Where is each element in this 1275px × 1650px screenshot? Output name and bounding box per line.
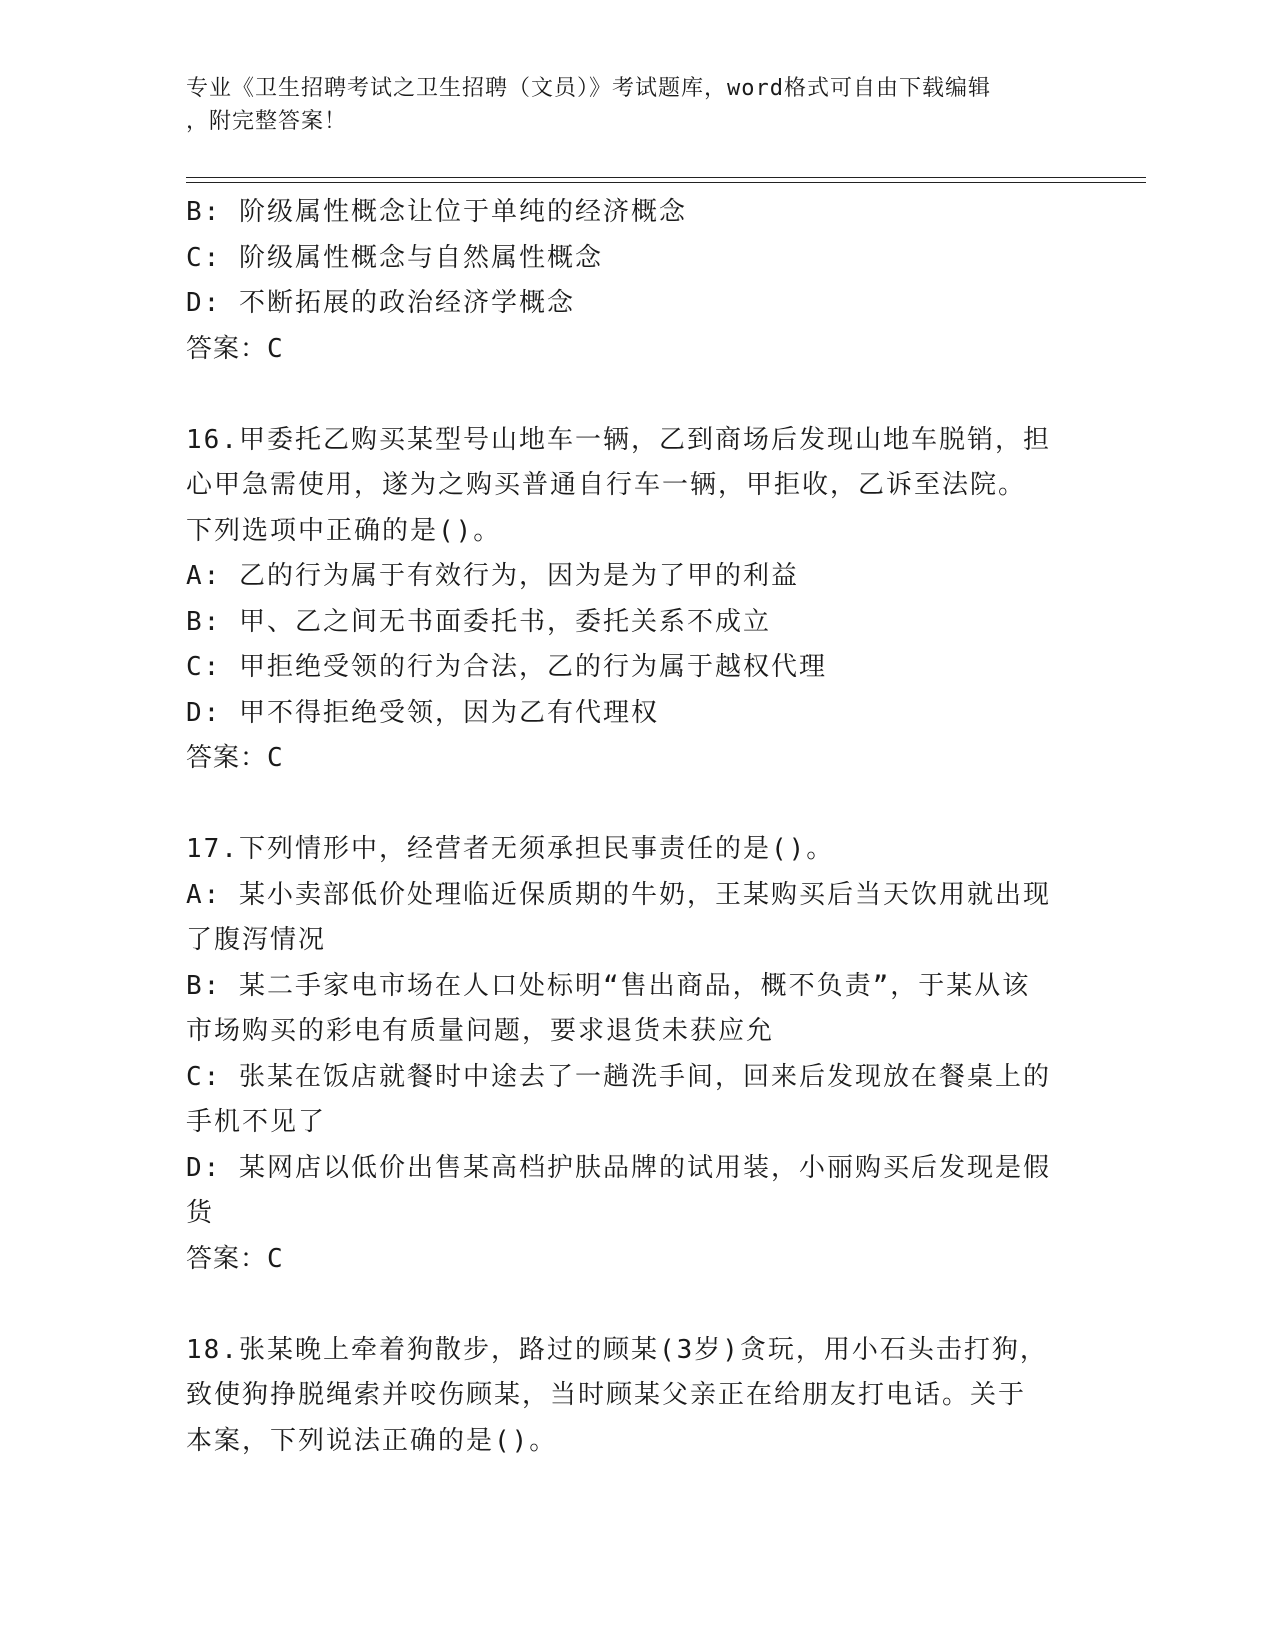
option-c: 手机不见了 <box>186 1107 327 1137</box>
question-stem: 心甲急需使用，遂为之购买普通自行车一辆，甲拒收，乙诉至法院。 <box>186 470 1027 500</box>
document-body <box>186 190 1086 1464</box>
question-18 <box>186 1328 1086 1465</box>
option-a: 了腹泻情况 <box>186 925 327 955</box>
option-d: 货 <box>186 1198 215 1228</box>
header-divider-bottom <box>186 182 1146 183</box>
document-header <box>186 72 1066 138</box>
question-stem: 致使狗挣脱绳索并咬伤顾某，当时顾某父亲正在给朋友打电话。关于 <box>186 1380 1027 1410</box>
header-divider-top <box>186 177 1146 178</box>
spacer <box>186 782 1086 828</box>
question-stem: 17.下列情形中，经营者无须承担民事责任的是()。 <box>186 834 835 864</box>
question-stem: 18.张某晚上牵着狗散步，路过的顾某(3岁)贪玩，用小石头击打狗， <box>186 1334 1048 1365</box>
question-16 <box>186 418 1086 782</box>
option-b: B: 某二手家电市场在人口处标明“售出商品，概不负责”，于某从该 <box>186 970 1031 1001</box>
answer-label: 答案：C <box>186 1243 284 1274</box>
option-d: D: 某网店以低价出售某高档护肤品牌的试用装，小丽购买后发现是假 <box>186 1152 1051 1183</box>
answer-label: 答案：C <box>186 743 284 773</box>
option-b: B: 阶级属性概念让位于单纯的经济概念 <box>186 197 687 227</box>
option-b: B: 甲、乙之间无书面委托书，委托关系不成立 <box>186 606 771 637</box>
spacer <box>186 372 1086 418</box>
header-line-1: 专业《卫生招聘考试之卫生招聘（文员）》考试题库，word格式可自由下载编辑 <box>186 76 991 101</box>
question-17 <box>186 827 1086 1282</box>
answer-label: 答案：C <box>186 333 284 364</box>
question-stem: 下列选项中正确的是()。 <box>186 515 502 546</box>
option-a: A: 某小卖部低价处理临近保质期的牛奶，王某购买后当天饮用就出现 <box>186 879 1051 910</box>
option-d: D: 不断拓展的政治经济学概念 <box>186 288 575 318</box>
header-line-2: ，附完整答案！ <box>186 109 348 134</box>
option-b: 市场购买的彩电有质量问题，要求退货未获应允 <box>186 1016 775 1046</box>
option-c: C: 阶级属性概念与自然属性概念 <box>186 242 603 273</box>
option-d: D: 甲不得拒绝受领，因为乙有代理权 <box>186 697 659 728</box>
spacer <box>186 1282 1086 1328</box>
option-c: C: 张某在饭店就餐时中途去了一趟洗手间，回来后发现放在餐桌上的 <box>186 1061 1051 1092</box>
option-c: C: 甲拒绝受领的行为合法，乙的行为属于越权代理 <box>186 652 827 682</box>
question-stem: 本案，下列说法正确的是()。 <box>186 1425 558 1456</box>
option-a: A: 乙的行为属于有效行为，因为是为了甲的利益 <box>186 561 799 591</box>
question-15 <box>186 190 1086 372</box>
question-stem: 16.甲委托乙购买某型号山地车一辆，乙到商场后发现山地车脱销，担 <box>186 424 1051 455</box>
